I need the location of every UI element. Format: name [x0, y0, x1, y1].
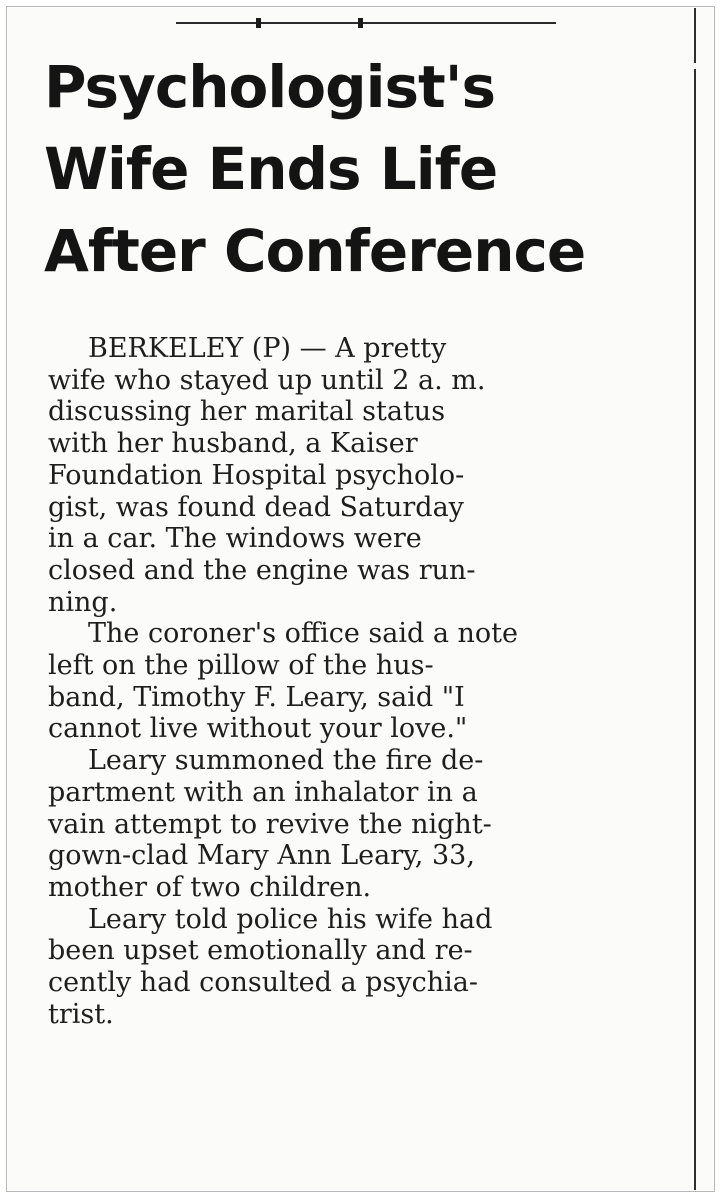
- text-line: Leary told police his wife had: [88, 903, 493, 935]
- text-line: gown-clad Mary Ann Leary, 33,: [48, 840, 475, 872]
- headline: [44, 46, 684, 292]
- text-line: partment with an inhalator in a: [48, 776, 478, 808]
- text-line: in a car. The windows were: [48, 523, 422, 555]
- rule-mark: [256, 18, 261, 28]
- text-line: Leary summoned the fire de-: [88, 745, 484, 777]
- text-line: The coroner's office said a note: [88, 618, 518, 650]
- text-line: band, Timothy F. Leary, said "I: [48, 681, 465, 713]
- rule-mark: [358, 18, 363, 28]
- paragraph-dateline: [48, 333, 688, 618]
- article-body: [48, 333, 688, 1030]
- text-line: discussing her marital status: [48, 396, 446, 428]
- paragraph-police: [48, 904, 688, 1031]
- paragraph-fire-department: [48, 745, 688, 904]
- text-line: wife who stayed up until 2 a. m.: [48, 364, 486, 396]
- text-line: BERKELEY (P) — A pretty: [88, 333, 447, 364]
- text-line: with her husband, a Kaiser: [48, 428, 418, 460]
- column-rule: [694, 8, 696, 1190]
- headline-line: Psychologist's: [44, 53, 495, 121]
- paragraph-coroner: [48, 618, 688, 745]
- text-line: gist, was found dead Saturday: [48, 491, 464, 523]
- headline-line: Wife Ends Life: [44, 135, 498, 203]
- text-line: mother of two children.: [48, 871, 372, 903]
- text-line: closed and the engine was run-: [48, 554, 476, 586]
- headline-line: After Conference: [44, 217, 586, 285]
- text-line: Foundation Hospital psycholo-: [48, 459, 465, 491]
- top-rule: [176, 22, 556, 24]
- text-line: cently had consulted a psychia-: [48, 967, 478, 999]
- text-line: been upset emotionally and re-: [48, 935, 473, 967]
- text-line: vain attempt to revive the night-: [48, 808, 492, 840]
- text-line: cannot live without your love.": [48, 713, 468, 745]
- text-line: trist.: [48, 998, 114, 1030]
- text-line: left on the pillow of the hus-: [48, 650, 434, 682]
- newspaper-clipping: [8, 8, 713, 1190]
- text-line: ning.: [48, 586, 118, 618]
- column-rule-gap: [694, 63, 696, 69]
